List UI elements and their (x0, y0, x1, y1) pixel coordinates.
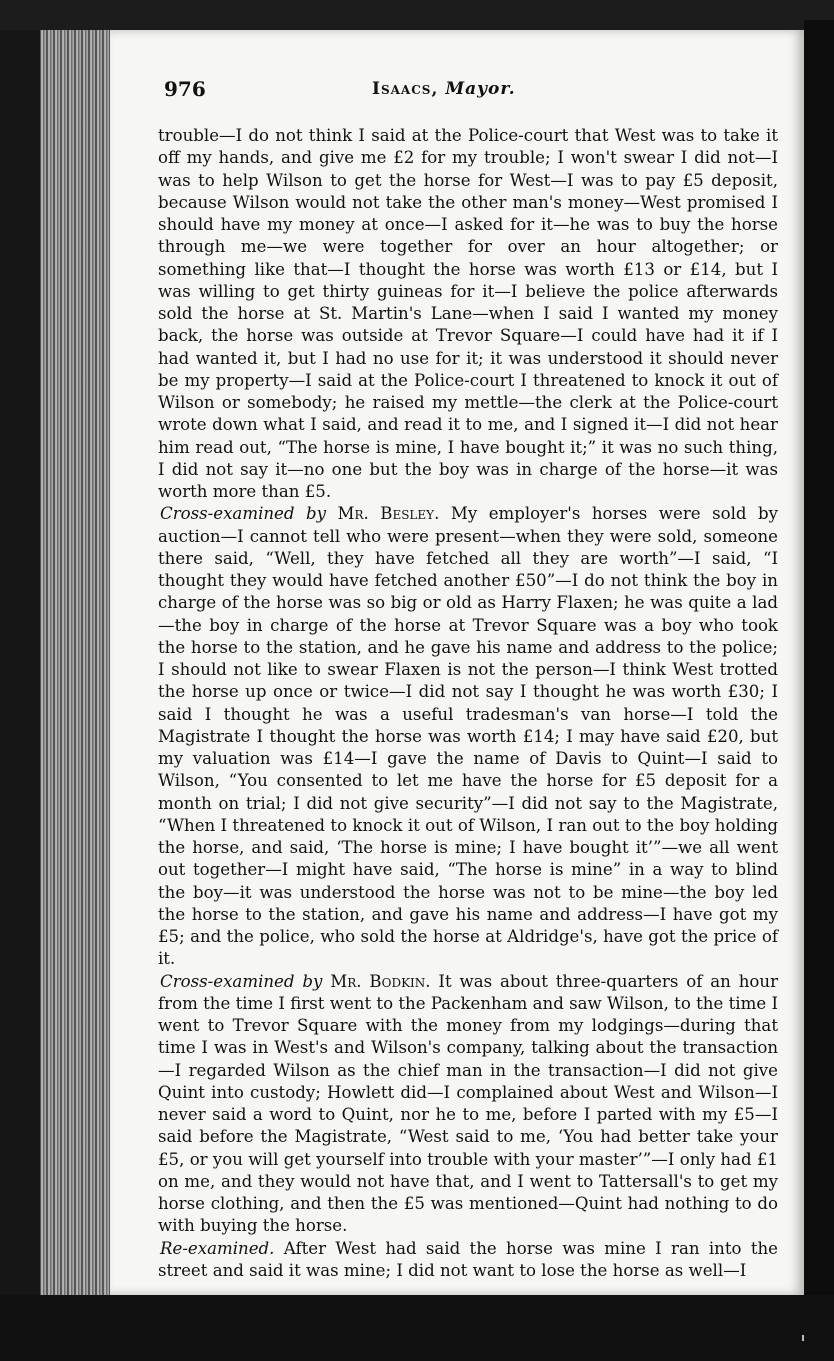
page-edges (40, 30, 112, 1295)
paragraph-cross-examination-bodkin (158, 971, 778, 1238)
running-title-name: Isaacs (372, 79, 432, 99)
paragraph-text: trouble—I do not think I said at the Police-court that West was to take it off my hands, and give me £2 for my trouble; I won't swear I did not—I was to help Wilson to get the horse for West—I was to pay £5 deposit, because Wilson would not take the other man's money—West promised I should have my money at once—I asked for it—he was to buy the horse through me—we were together for over an hour altogether; or something like that—I thought the horse was worth £13 or £14, but I was willing to get thirty guineas for it—I believe the police afterwards sold the horse at St. Martin's Lane—when I said I wanted my money back, the horse was outside at Trevor Square—I could have had it if I had wanted it, but I had no use for it; it was understood it should never be my property—I said at the Police-court I threatened to knock it out of Wilson or somebody; he raised my mettle—the clerk at the Police-court wrote down what I said, and read it to me, and I signed it—I did not hear him read out, “The horse is mine, I have bought it;” it was no such thing, I did not say it—no one but the boy was in charge of the horse—it was worth more than £5. (158, 126, 778, 501)
paragraph-lead: Cross-examined by (160, 971, 331, 991)
paragraph-cross-examination-besley (158, 503, 778, 970)
book-spine (804, 20, 834, 1300)
book-top-edge (0, 0, 834, 30)
running-title (372, 79, 516, 99)
paragraph-text: My employer's horses were sold by auction—I cannot tell who were present—when they were sold, someone there said, “Well, they have fetched all they are worth”—I said, “I thought they would have fetched another £50”—I do not think the boy in charge of the horse was so big or old as Harry Flaxen; he was quite a lad—the boy in charge of the horse at Trevor Square was a boy who took the horse to the station, and he gave his name and address to the police; I should not like to swear Flaxen is not the person—I think West trotted the horse up once or twice—I did not say I thought he was worth £30; I said I thought he was a useful tradesman's van horse—I told the Magistrate I thought the horse was worth £14; I may have said £20, but my valuation was £14—I gave the name of Davis to Quint—I said to Wilson, “You consented to let me have the horse for £5 deposit for a month on trial; I did not give security”—I did not say to the Magistrate, “When I threatened to knock it out of Wilson, I ran out to the boy holding the horse, and said, ‘The horse is mine; I have bought it’”—we all went out together—I might have said, “The horse is mine” in a way to blind the boy—it was understood the horse was not to be mine—the boy led the horse to the station, and gave his name and address—I have got my £5; and the police, who sold the horse at Aldridge's, have got the price of it. (158, 504, 778, 969)
running-title-comma: , (431, 79, 446, 99)
page-number: 976 (164, 77, 206, 101)
examiner-name: Mr. Bodkin. (330, 971, 431, 991)
running-title-office: Mayor. (445, 79, 516, 99)
paragraph-re-examination (158, 1238, 778, 1283)
paragraph-lead: Cross-examined by (160, 504, 338, 524)
paragraph-text: It was about three-quarters of an hour from the time I first went to the Packenham and saw Wilson, to the time I went to Trevor Square with the money from my lodgings—during that time I was in West's and Wilson's company, talking about the transaction—I regarded Wilson as the chief man in the transaction—I did not give Quint into custody; Howlett did—I complained about West and Wilson—I never said a word to Quint, nor he to me, before I parted with my £5—I said before the Magistrate, “West said to me, ‘You had better take your £5, or you will get yourself into trouble with your master’”—I only had £1 on me, and they would not have that, and I went to Tattersall's to get my horse clothing, and then the £5 was mentioned—Quint had nothing to do with buying the horse. (158, 971, 778, 1236)
book-page (110, 30, 804, 1295)
running-head (110, 77, 804, 105)
body-text (158, 125, 778, 1282)
edge-mark (802, 1335, 804, 1341)
examiner-name: Mr. Besley. (337, 504, 440, 524)
paragraph-testimony (158, 125, 778, 503)
paragraph-text: After West had said the horse was mine I ran into the street and said it was mine; I did not want to lose the horse as well—I (158, 1238, 778, 1280)
book-bottom-edge (0, 1295, 834, 1361)
paragraph-lead: Re-examined. (160, 1238, 275, 1258)
